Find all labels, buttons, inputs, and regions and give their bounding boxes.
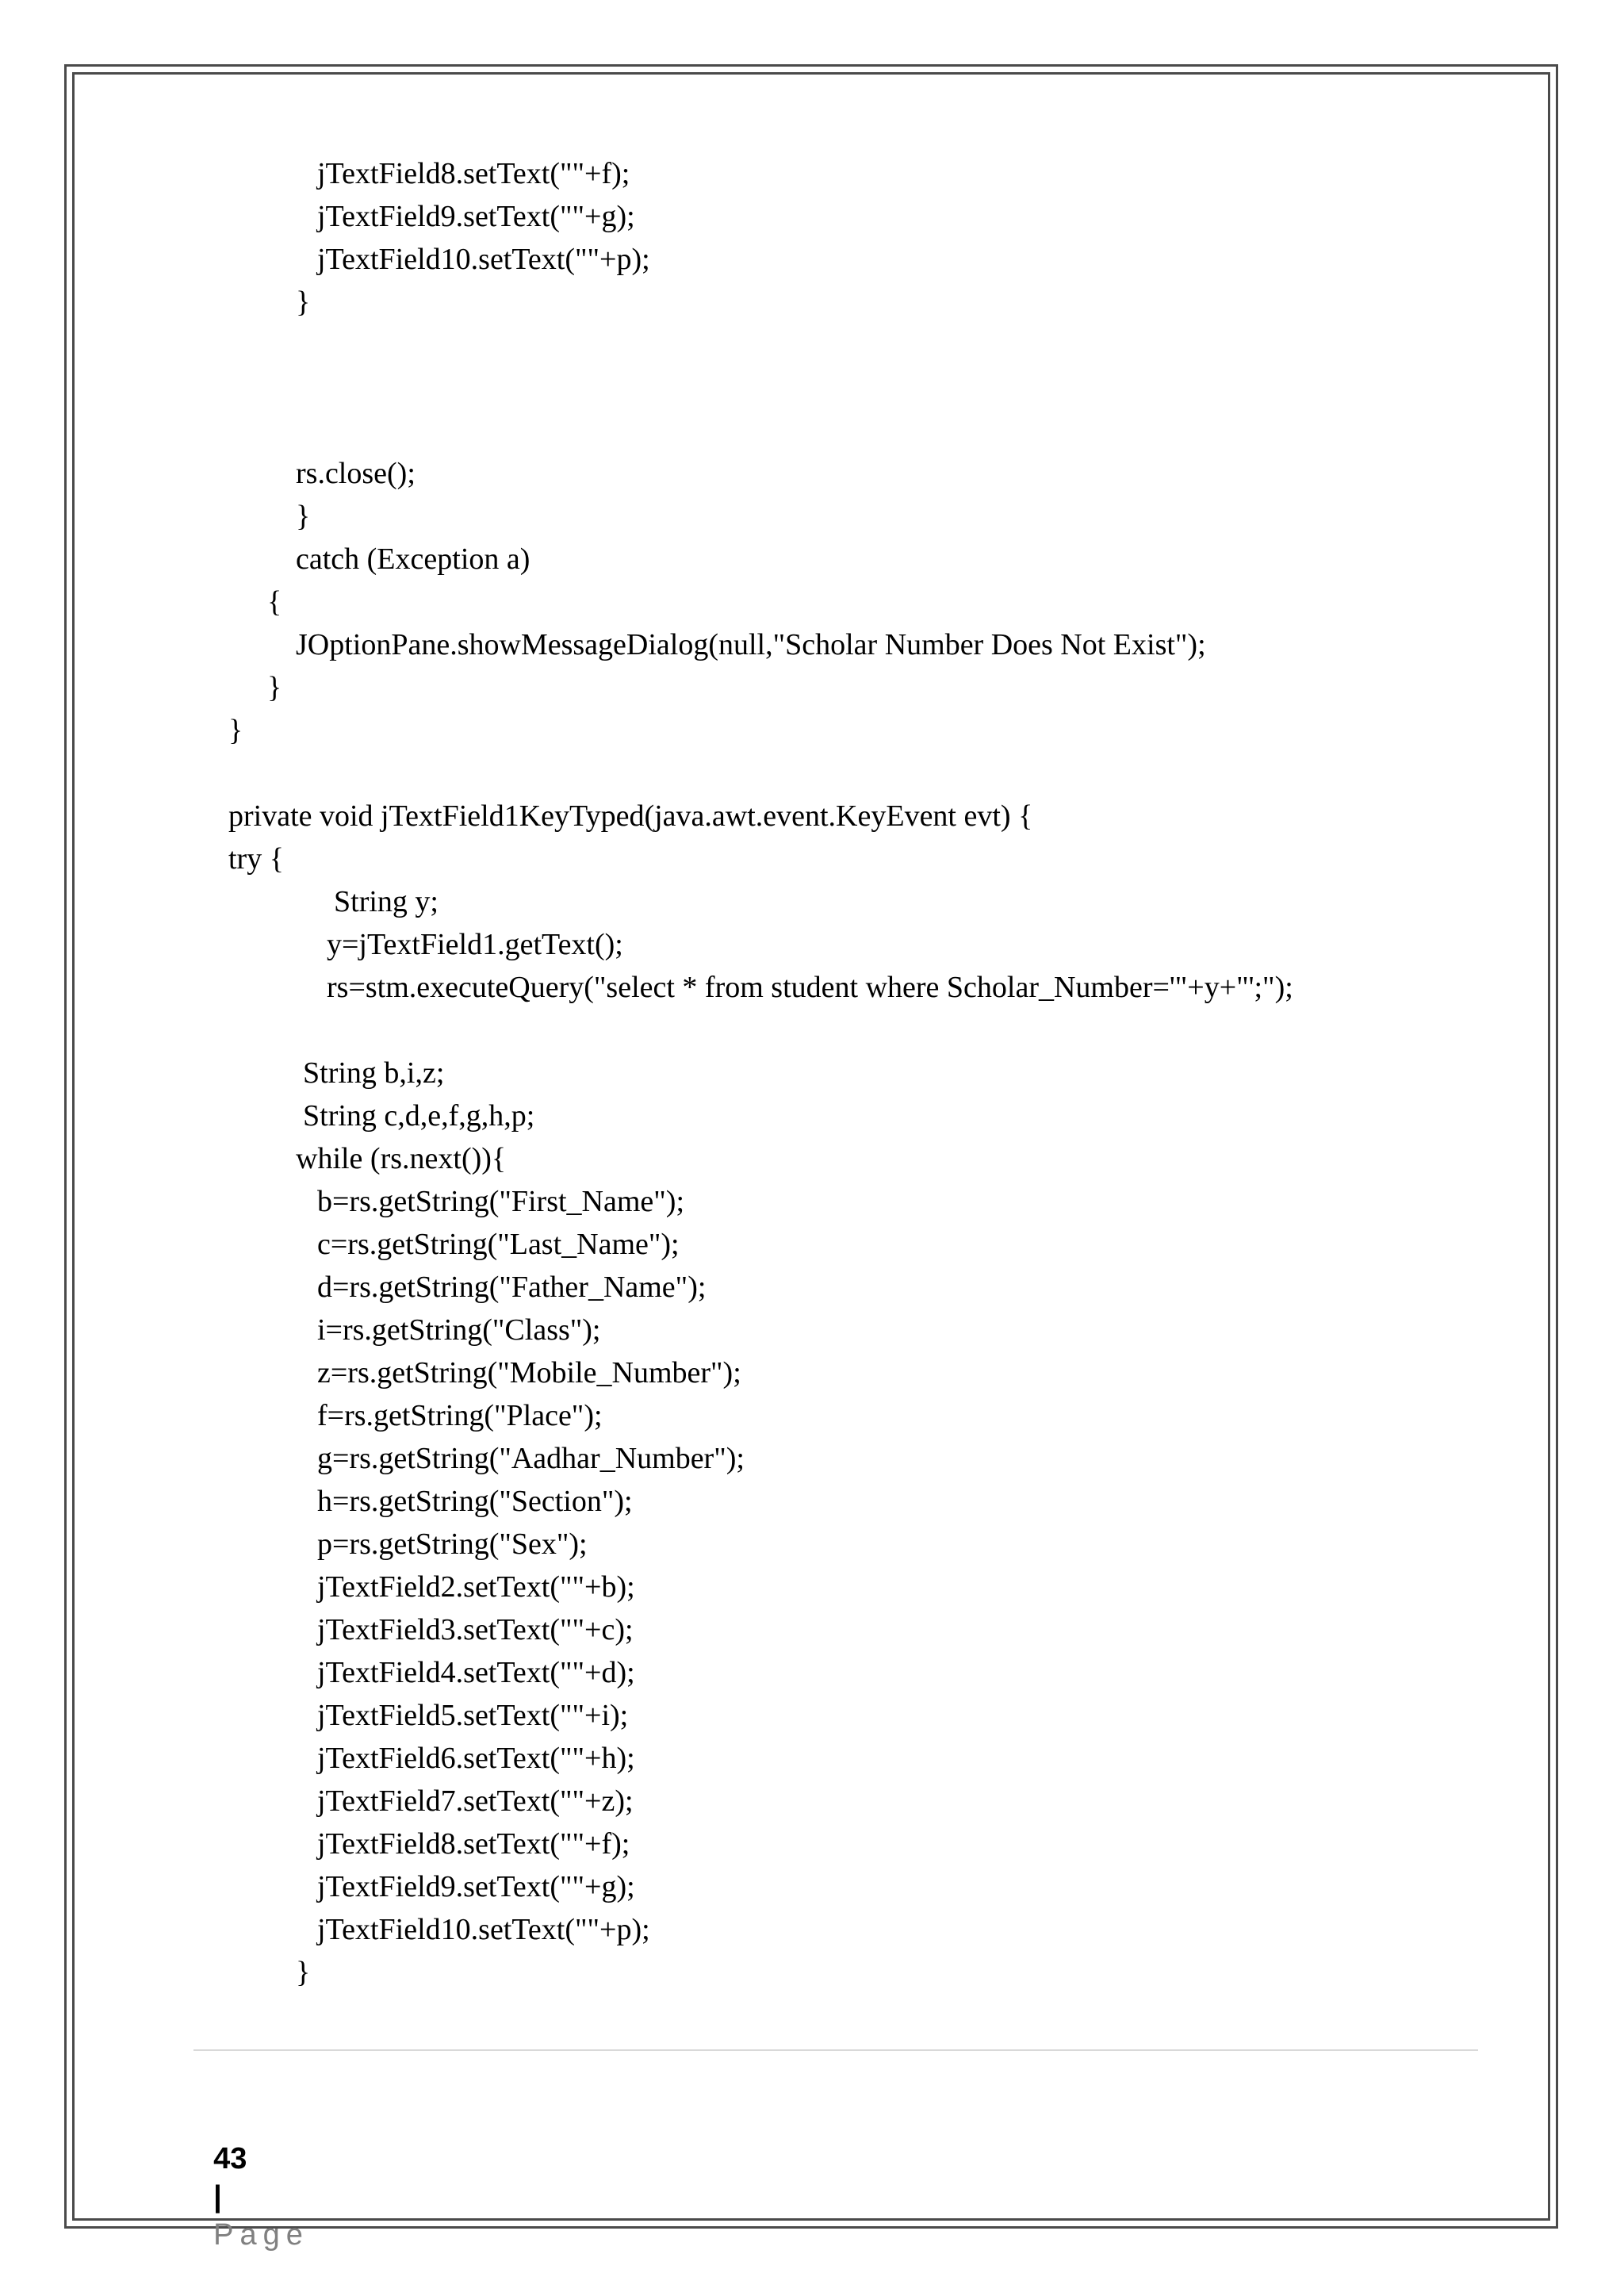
code-line: d=rs.getString("Father_Name"); <box>317 1271 707 1304</box>
code-line: b=rs.getString("First_Name"); <box>317 1185 685 1218</box>
page-border-inner <box>72 72 1550 2221</box>
code-line: p=rs.getString("Sex"); <box>317 1527 588 1561</box>
code-line: jTextField4.setText(""+d); <box>317 1656 635 1689</box>
code-line: String c,d,e,f,g,h,p; <box>303 1099 535 1133</box>
code-line: rs=stm.executeQuery("select * from student where Scholar_Number='"+y+"';"); <box>327 971 1293 1004</box>
page-footer <box>197 2102 309 2254</box>
code-line: } <box>267 671 282 704</box>
code-line: f=rs.getString("Place"); <box>317 1399 603 1432</box>
code-line: } <box>296 500 311 533</box>
code-line: String b,i,z; <box>303 1056 445 1090</box>
code-line: jTextField2.setText(""+b); <box>317 1570 635 1604</box>
code-line: y=jTextField1.getText(); <box>327 928 623 961</box>
code-line: jTextField9.setText(""+g); <box>317 1870 635 1903</box>
page-number: 43 <box>213 2142 247 2175</box>
code-line: jTextField5.setText(""+i); <box>317 1699 629 1732</box>
code-line: jTextField9.setText(""+g); <box>317 200 635 233</box>
page-separator: | <box>213 2180 222 2214</box>
code-line: private void jTextField1KeyTyped(java.awt.event.KeyEvent evt) { <box>228 799 1033 833</box>
code-line: i=rs.getString("Class"); <box>317 1313 601 1347</box>
code-line: h=rs.getString("Section"); <box>317 1485 633 1518</box>
code-line: } <box>228 714 243 747</box>
code-line: catch (Exception a) <box>296 542 530 576</box>
code-line: z=rs.getString("Mobile_Number"); <box>317 1356 741 1389</box>
code-line: String y; <box>334 885 439 918</box>
code-line: while (rs.next()){ <box>296 1142 507 1175</box>
page-label: Page <box>213 2218 309 2252</box>
code-line: } <box>296 1956 311 1989</box>
code-line: rs.close(); <box>296 457 416 490</box>
code-line: { <box>267 585 282 619</box>
code-line: jTextField6.setText(""+h); <box>317 1742 635 1775</box>
code-line: jTextField10.setText(""+p); <box>317 1913 650 1946</box>
code-line: jTextField8.setText(""+f); <box>317 157 630 190</box>
footer-divider <box>193 2049 1478 2051</box>
code-line: jTextField3.setText(""+c); <box>317 1613 634 1646</box>
code-line: try { <box>228 842 284 876</box>
code-line: } <box>296 286 311 319</box>
code-line: jTextField10.setText(""+p); <box>317 243 650 276</box>
code-line: JOptionPane.showMessageDialog(null,"Scholar Number Does Not Exist"); <box>296 628 1206 661</box>
code-line: jTextField7.setText(""+z); <box>317 1784 634 1818</box>
code-line: c=rs.getString("Last_Name"); <box>317 1228 680 1261</box>
code-line: g=rs.getString("Aadhar_Number"); <box>317 1442 745 1475</box>
code-line: jTextField8.setText(""+f); <box>317 1827 630 1861</box>
